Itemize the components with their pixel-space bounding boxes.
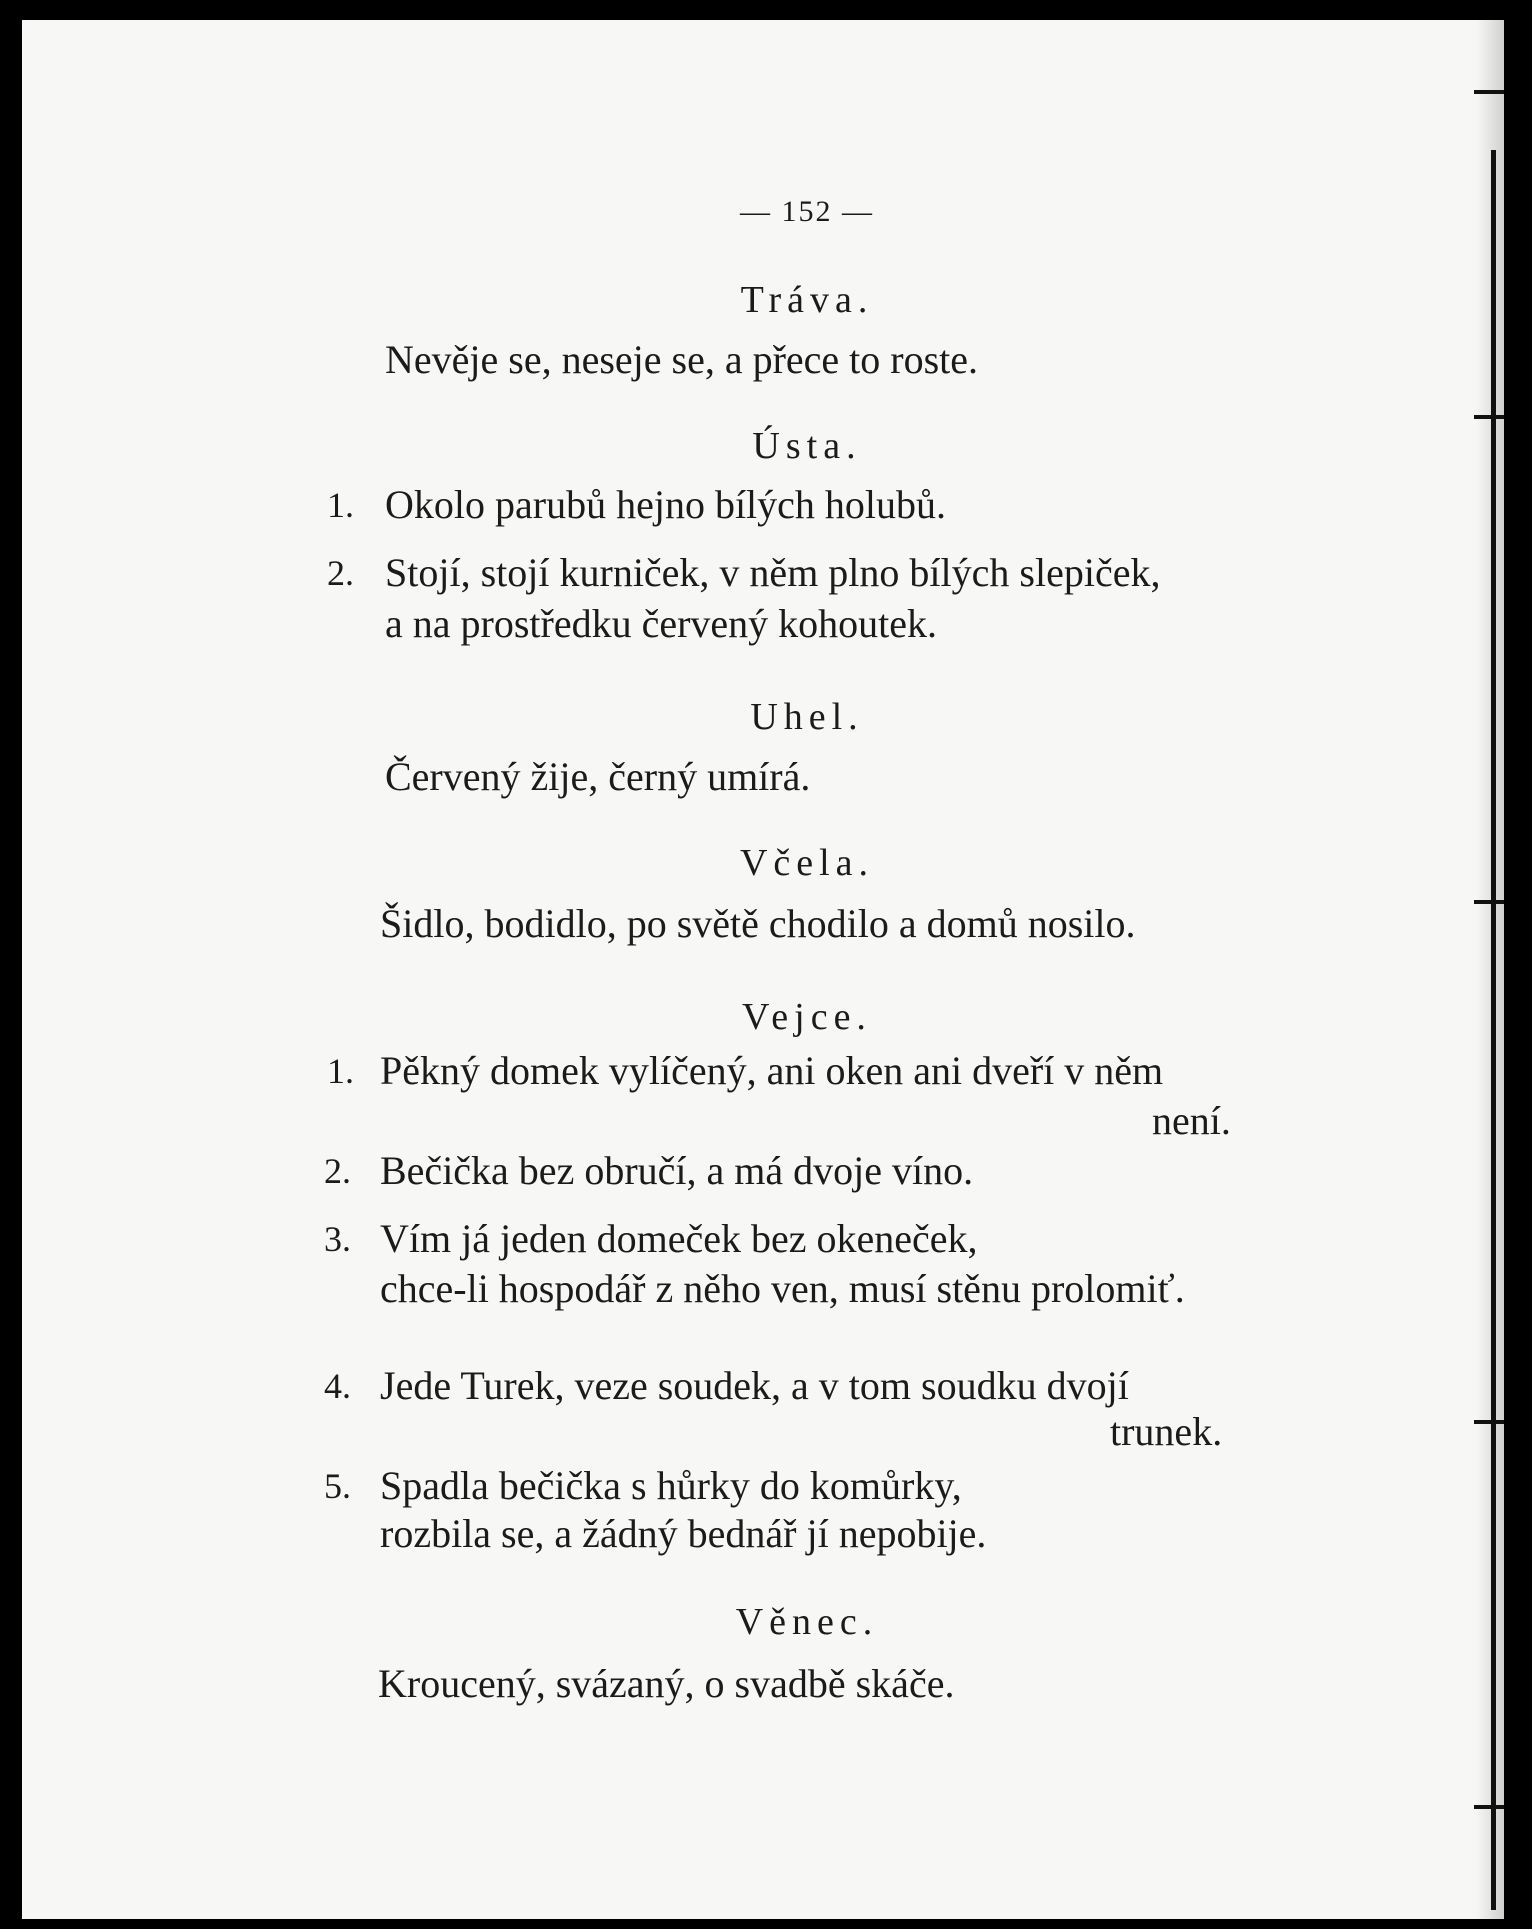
riddle-line: rozbila se, a žádný bednář jí nepobije. [380,1511,987,1556]
book-page [22,20,1504,1919]
spine-mark [1474,415,1504,419]
spine-mark [1474,1420,1504,1424]
section-title-usta: Ústa. [752,425,862,467]
riddle-line: Červený žije, černý umírá. [385,754,811,799]
riddle-line: Kroucený, svázaný, o svadbě skáče. [378,1661,955,1706]
riddle-line: a na prostředku červený kohoutek. [385,601,938,646]
spine-mark [1474,90,1504,94]
item-number: 1. [327,485,354,525]
riddle-line: není. [1152,1098,1231,1143]
riddle-line: Spadla bečička s hůrky do komůrky, [380,1463,962,1508]
riddle-line: Nevěje se, neseje se, a přece to roste. [385,337,979,382]
riddle-line: Šidlo, bodidlo, po světě chodilo a domů nosilo. [380,901,1136,946]
section-title-vejce: Vejce. [742,996,872,1038]
item-number: 2. [324,1151,351,1191]
riddle-line: trunek. [1110,1409,1223,1454]
section-title-venec: Věnec. [735,1601,879,1643]
riddle-line: Okolo parubů hejno bílých holubů. [385,482,947,527]
riddle-line: Stojí, stojí kurniček, v něm plno bílých slepiček, [385,550,1161,595]
section-title-uhel: Uhel. [750,696,864,738]
item-number: 5. [324,1466,351,1506]
riddle-line: Jede Turek, veze soudek, a v tom soudku dvojí [380,1363,1129,1408]
spine-mark [1474,1805,1504,1809]
riddle-line: chce-li hospodář z něho ven, musí stěnu prolomiť. [380,1266,1185,1311]
section-title-vcela: Včela. [739,842,875,884]
item-number: 3. [324,1219,351,1259]
item-number: 2. [327,553,354,593]
riddle-line: Bečička bez obručí, a má dvoje víno. [380,1148,974,1193]
item-number: 4. [324,1366,351,1406]
riddle-line: Pěkný domek vylíčený, ani oken ani dveří v něm [380,1048,1164,1093]
section-title-trava: Tráva. [740,279,874,321]
page-number: — 152 — [740,195,874,228]
item-number: 1. [327,1051,354,1091]
riddle-line: Vím já jeden domeček bez okeneček, [380,1216,978,1261]
spine-mark [1474,900,1504,904]
